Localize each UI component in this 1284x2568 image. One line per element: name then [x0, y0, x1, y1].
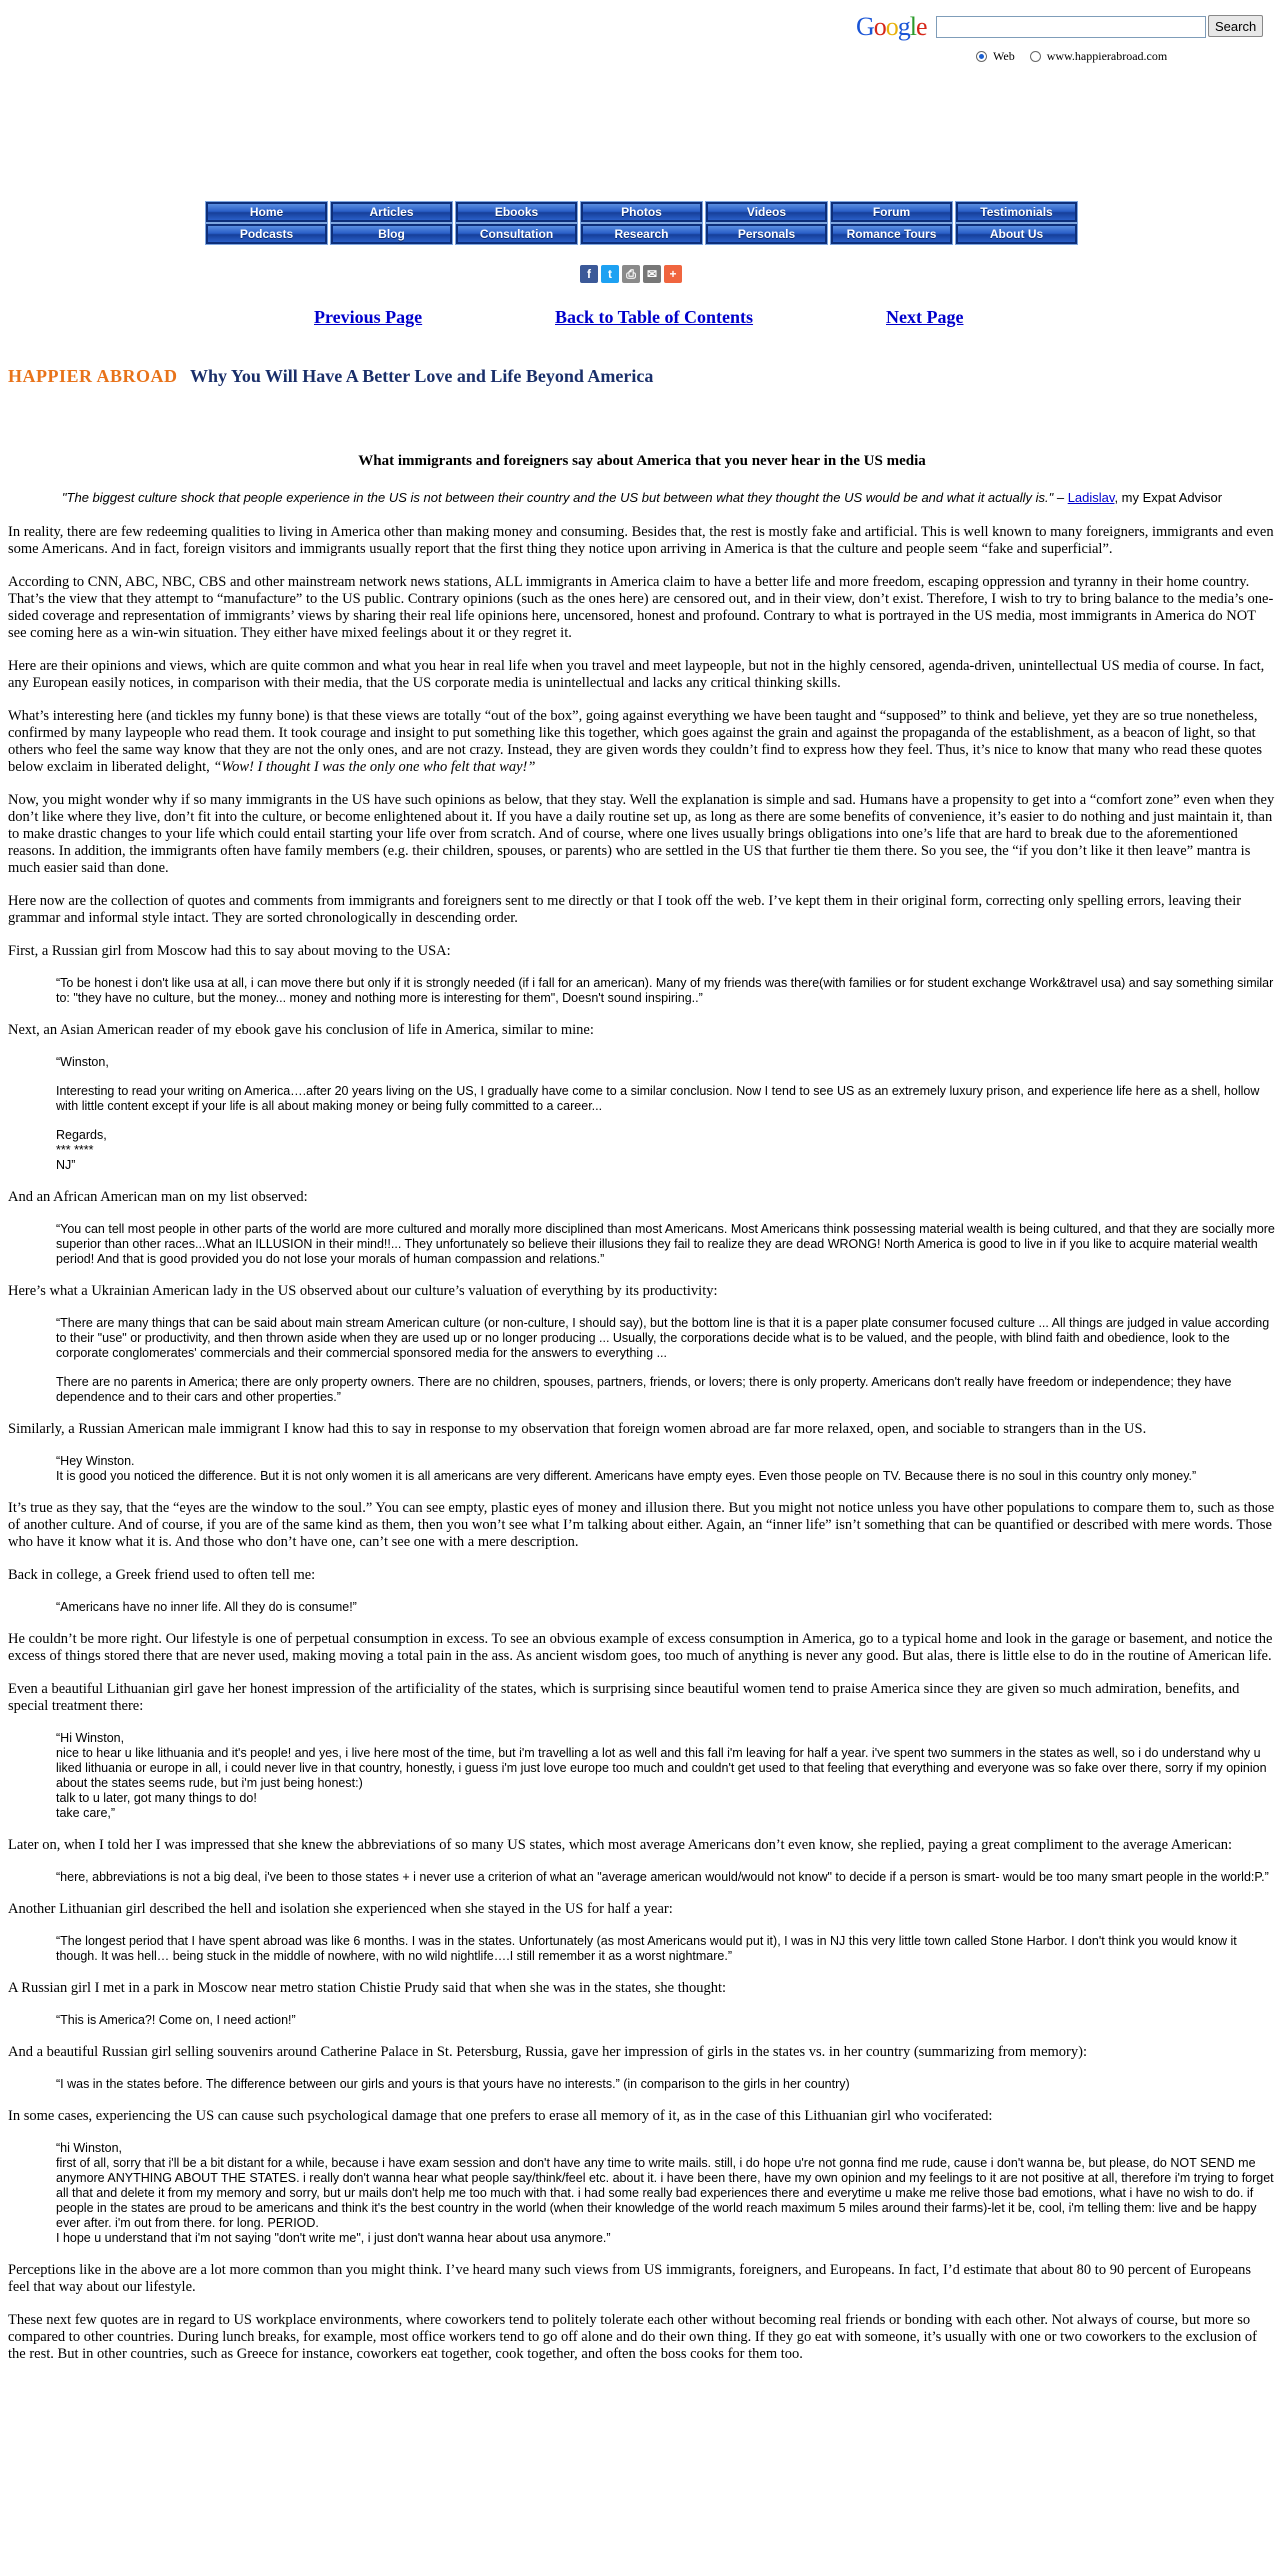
paragraph: And an African American man on my list observed:	[8, 1189, 308, 1205]
paragraph: Back in college, a Greek friend used to often tell me:	[8, 1567, 316, 1583]
nav-about-us[interactable]: About Us	[956, 224, 1077, 244]
print-icon[interactable]: ⎙	[622, 265, 640, 283]
twitter-icon[interactable]: t	[601, 265, 619, 283]
brand-name: HAPPIER ABROAD	[8, 366, 178, 386]
nav-research[interactable]: Research	[581, 224, 702, 244]
paragraph: He couldn’t be more right. Our lifestyle is one of perpetual consumption in excess. To see an obvious example of excess consumption in America, go to a typical home and look in the garage or basement, and notice the excess of things stored there that are never used, making moving a total pain in the ass. As ancient wisdom goes, too much of anything is never any good. But alas, there is little else to do in the routine of American life.	[8, 1631, 1273, 1664]
previous-page-link[interactable]: Previous Page	[314, 307, 423, 327]
nav-photos[interactable]: Photos	[581, 202, 702, 222]
article-title: What immigrants and foreigners say about America that you never hear in the US media	[358, 453, 926, 469]
quote-block: “The longest period that I have spent abroad was like 6 months. I was in the states. Unfortunately (as most Americans would put it), I was in NJ this very little town called Stone Harbor. I don't think you would know it though. It was hell… being stuck in the middle of nowhere, with no wild nightlife….I still remember it as a worst nightmare.”	[56, 1934, 1237, 1963]
nav-blog[interactable]: Blog	[331, 224, 452, 244]
quote-block: “There are many things that can be said about main stream American culture (or non-culture, I should say), but the bottom line is that it is a paper plate consumer focused culture ... All things are judged in value according to their "use" or productivity, and then thrown aside when they are used up or no longer producing ... Usually, the corporations decide what is to be valued, and the people, with blind faith and obedience, look to the corporate conglomerates' commercials and their commercial sponsored media for the answers to everything ... There are no parents in America; there are only property owners. There are no children, spouses, partners, friends, or lovers; there is only property. Americans don't really have freedom or independence; they have dependence and to their cars and other properties.”	[56, 1316, 1270, 1404]
quote-block: “I was in the states before. The difference between our girls and yours is that yours have no interests.” (in comparison to the girls in her country)	[56, 2077, 850, 2091]
epigraph: "The biggest culture shock that people experience in the US is not between their country and the US but between what they thought the US would be and what it actually is." – Ladislav, my Expat Advisor	[61, 490, 1223, 505]
site-subtitle: Why You Will Have A Better Love and Life Beyond America	[190, 366, 654, 386]
paragraph: Now, you might wonder why if so many immigrants in the US have such opinions as below, that they stay. Well the explanation is simple and sad. Humans have a propensity to get into a “comfort zone” even when they don’t like where they live, don’t fit into the culture, or become enlightened about it. If you have a daily routine set up, as long as there are some benefits of convenience, it’s easier to do nothing and just maintain it, than to make drastic changes to your life which could entail starting your life over from scratch. And of course, where one lives usually brings obligations into one’s life that are hard to break due to the aforementioned reasons. In addition, the immigrants often have family members (e.g. their children, spouses, or parents) who are settled in the US that further tie them there. So you see, the “if you don’t like it then leave” mantra is much easier said than done.	[8, 792, 1275, 876]
next-page-link[interactable]: Next Page	[886, 307, 964, 327]
paragraph: It’s true as they say, that the “eyes are the window to the soul.” You can see empty, plastic eyes of money and illusion there. But you might not notice unless you have other populations to compare them to, such as those of another culture. And of course, if you are of the same kind as them, then you won’t see what I’m talking about either. Again, an “inner life” isn’t something that can be quantified or described with mere words. Those who have it know what it is. And those who don’t have one, can’t see one with a mere description.	[8, 1500, 1275, 1550]
search-scope	[976, 49, 1179, 64]
paragraph: In some cases, experiencing the US can cause such psychological damage that one prefers to erase all memory of it, as in the case of this Lithuanian girl who vociferated:	[8, 2108, 993, 2124]
paragraph: These next few quotes are in regard to US workplace environments, where coworkers tend to politely tolerate each other without becoming real friends or bonding with each other. Not always of course, but more so compared to other countries. During lunch breaks, for example, most office workers tend to go off alone and do their own thing. If they go eat with someone, it’s usually with one or two coworkers to the exclusion of the rest. But in other countries, such as Greece for instance, coworkers eat together, cook together, and often the boss cooks for them too.	[8, 2312, 1257, 2362]
paragraph: Later on, when I told her I was impressed that she knew the abbreviations of so many US states, which most average Americans don’t even know, she replied, paying a great compliment to the average American:	[8, 1837, 1233, 1853]
nav-row-2	[206, 224, 1080, 244]
paragraph: A Russian girl I met in a park in Moscow near metro station Chistie Prudy said that when she was in the states, she thought:	[8, 1980, 727, 1996]
quote-block: “To be honest i don't like usa at all, i can move there but only if it is strongly needed (if i fall for an american). Many of my friends was there(with families or for student exchange Work&travel usa) and say something similar to: "they have no culture, but the money... money and nothing more is interesting for them", Doesn't sound inspiring..”	[56, 976, 1274, 1005]
quote-block: “Hey Winston. It is good you noticed the difference. But it is not only women it is all americans are very different. Americans have empty eyes. Even those people on TV. Because there is no soul in this country only money.”	[56, 1454, 1197, 1483]
site-headline	[8, 366, 653, 387]
quote-block: “You can tell most people in other parts of the world are more cultured and morally more disciplined than most Americans. Most Americans think possessing material wealth is being cultured, and that they are socially more superior than other races...What an ILLUSION in their mind!!... They unfortunately so believe their illusions they fail to realize they are dead WRONG! North America is good to live in if you like to acquire material wealth period! And that is good provided you do not lose your morals of human compassion and relations.”	[56, 1222, 1275, 1266]
epigraph-text: "The biggest culture shock that people experience in the US is not between their country and the US but between what they thought the US would be and what it actually is."	[61, 490, 1054, 505]
quote-block: “hi Winston, first of all, sorry that i'll be a bit distant for a while, because i have exam session and don't have any time to write mails. still, i do hope u're not gonna find me rude, cause i don't wanna be, but please, do NOT SEND me anymore ANYTHING ABOUT THE STATES. i really don't wanna hear what people say/think/feel etc. about it. i have been there, have my own opinion and my feelings to it are not positive at all, therefore i'm trying to forget all that and delete it from my memory and sorry, but ur mails don't help me too much with that. i had some really bad experiences there and everytime u make me relive those bad emotions, what i have no wish to do. if people in the states are proud to be americans and think it's the best country in the world (when their knowledge of the world reach maximum 5 miles around their farms)-let it be, cool, i'm telling them: live and be happy ever after. i'm out from there. for long. PERIOD. I hope u understand that i'm not saying "don't write me", i just don't wanna hear about usa anymore.”	[56, 2141, 1274, 2245]
paragraph: Similarly, a Russian American male immigrant I know had this to say in response to my observation that foreign women abroad are far more relaxed, open, and sociable to strangers than in the US.	[8, 1421, 1147, 1437]
search-input[interactable]	[936, 16, 1206, 38]
quote-block: “Americans have no inner life. All they do is consume!”	[56, 1600, 357, 1614]
site-search	[856, 12, 1276, 72]
nav-row-1	[206, 202, 1080, 222]
nav-podcasts[interactable]: Podcasts	[206, 224, 327, 244]
paragraph: Here now are the collection of quotes and comments from immigrants and foreigners sent to me directly or that I took off the web. I’ve kept them in their original form, correcting only spelling errors, leaving their grammar and informal style intact. They are sorted chronologically in descending order.	[8, 893, 1242, 926]
search-button[interactable]: Search	[1208, 15, 1263, 37]
paragraph: What’s interesting here (and tickles my funny bone) is that these views are totally “out of the box”, going against everything we have been taught and “supposed” to think and believe, yet they are so true nonetheless, confirmed by many laypeople who read them. It took courage and insight to put something like this together, which goes against the grain and against the propaganda of the establishment, as a beacon of light, so that others who feel the same way know that they are not the only ones, and are not crazy. Instead, they are given words they couldn’t find to express how they feel. Thus, it’s nice to know that many who read these quotes below exclaim in liberated delight, “Wow! I thought I was the only one who felt that way!”	[8, 708, 1263, 775]
paragraph: Here’s what a Ukrainian American lady in the US observed about our culture’s valuation of everything by its productivity:	[8, 1283, 718, 1299]
radio-site-label: www.happierabroad.com	[1046, 49, 1168, 63]
facebook-icon[interactable]: f	[580, 265, 598, 283]
paragraph: First, a Russian girl from Moscow had this to say about moving to the USA:	[8, 943, 451, 959]
nav-ebooks[interactable]: Ebooks	[456, 202, 577, 222]
paragraph: Perceptions like in the above are a lot more common than you might think. I’ve heard many such views from US immigrants, foreigners, and Europeans. In fact, I’d estimate that about 80 to 90 percent of Europeans feel that way about our lifestyle.	[8, 2262, 1252, 2295]
paragraph: Here are their opinions and views, which are quite common and what you hear in real life when you travel and meet laypeople, but not in the highly censored, agenda-driven, unintellectual US media of course. In fact, any European easily notices, in comparison with their media, that the US corporate media is unintellectual and lacks any critical thinking skills.	[8, 658, 1265, 691]
quote-block: “Winston, Interesting to read your writing on America….after 20 years living on the US, I gradually have come to a similar conclusion. Now I tend to see US as an extremely luxury prison, and experience life here as a shell, hollow with little content except if your life is all about making money or being fully committed to a career... Regards, *** **** NJ”	[56, 1055, 1260, 1172]
paragraph: According to CNN, ABC, NBC, CBS and other mainstream network news stations, ALL immigrants in America claim to have a better life and more freedom, escaping oppression and tyranny in their home country. That’s the view that they attempt to “manufacture” to the US public. Contrary opinions (such as the ones here) are censored out, and in their view, don’t exist. Therefore, I wish to try to bring balance to the media’s one-sided coverage and representation of immigrants’ views by sharing their real life opinions here, uncensored, honest and profound. Contrary to what is portrayed in the US media, most immigrants in America do NOT see coming here as a win-win situation. They either have mixed feelings about it or they regret it.	[8, 574, 1274, 641]
main-nav	[206, 202, 1080, 246]
nav-videos[interactable]: Videos	[706, 202, 827, 222]
paragraph: Even a beautiful Lithuanian girl gave her honest impression of the artificiality of the states, which is surprising since beautiful women tend to praise America since they are given so much admiration, benefits, and special treatment there:	[8, 1681, 1240, 1714]
google-logo: Google	[856, 12, 927, 41]
radio-web-label: Web	[993, 49, 1015, 63]
paragraph: In reality, there are few redeeming qualities to living in America other than making money and consuming. Besides that, the rest is mostly fake and artificial. This is well known to many foreigners, immigrants and even some Americans. And in fact, foreign visitors and immigrants usually report that the first thing they notice upon arriving in America is that the culture and people seem “fake and superficial”.	[8, 524, 1274, 557]
table-of-contents-link[interactable]: Back to Table of Contents	[555, 307, 754, 327]
paragraph: Next, an Asian American reader of my ebook gave his conclusion of life in America, similar to mine:	[8, 1022, 594, 1038]
paragraph: And a beautiful Russian girl selling souvenirs around Catherine Palace in St. Petersburg, Russia, gave her impression of girls in the states vs. in her country (summarizing from memory):	[8, 2044, 1087, 2060]
social-share-bar	[580, 265, 682, 283]
nav-forum[interactable]: Forum	[831, 202, 952, 222]
radio-web[interactable]	[976, 51, 987, 62]
share-plus-icon[interactable]: +	[664, 265, 682, 283]
paragraph: Another Lithuanian girl described the hell and isolation she experienced when she stayed in the US for half a year:	[8, 1901, 673, 1917]
quote-block: “Hi Winston, nice to hear u like lithuania and it's people! and yes, i live here most of the time, but i'm travelling a lot as well and this fall i'm leaving for half a year. i've spent two summers in the states as well, so i do understand why u liked lithuania or europe in all, i could never live in that country, honestly, i guess i'm just love europe too much and couldn't get used to that feeling that everything and everyone was so fake over there, sorry if my opinion about the states seems rude, but i'm just being honest:) talk to u later, got many things to do! take care,”	[56, 1731, 1267, 1820]
nav-personals[interactable]: Personals	[706, 224, 827, 244]
nav-home[interactable]: Home	[206, 202, 327, 222]
quote-block: “This is America?! Come on, I need action!”	[56, 2013, 296, 2027]
epigraph-author-link[interactable]: Ladislav	[1067, 490, 1115, 505]
radio-site[interactable]	[1030, 51, 1041, 62]
nav-testimonials[interactable]: Testimonials	[956, 202, 1077, 222]
nav-romance-tours[interactable]: Romance Tours	[831, 224, 952, 244]
quote-block: “here, abbreviations is not a big deal, i've been to those states + i never use a criterion of what an "average american would/would not know" to decide if a person is smart- would be too many smart people in the world:P.”	[56, 1870, 1269, 1884]
nav-articles[interactable]: Articles	[331, 202, 452, 222]
email-icon[interactable]: ✉	[643, 265, 661, 283]
article-body	[8, 524, 1276, 2379]
nav-consultation[interactable]: Consultation	[456, 224, 577, 244]
